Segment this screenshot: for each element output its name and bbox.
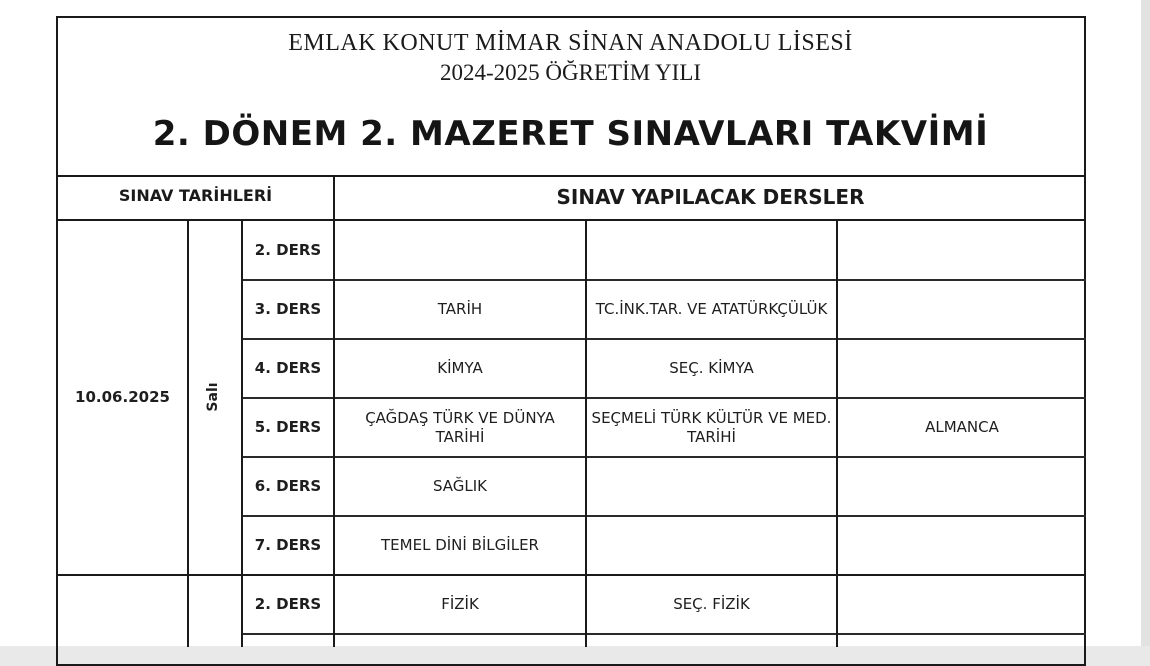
period-label: 6. DERS [254,477,322,495]
course-cell [587,221,836,279]
exam-weekday: Salı [205,382,221,412]
course-cell: ÇAĞDAŞ TÜRK VE DÜNYA TARİHİ [365,408,555,446]
course-cell [838,221,1086,279]
course-cell: SEÇ. KİMYA [669,359,754,377]
row-divider [243,633,1086,635]
title-divider [56,175,1086,177]
course-cell: SEÇ. FİZİK [673,595,750,613]
course-cell [838,281,1086,338]
course-cell: FİZİK [441,595,479,613]
course-cell [838,340,1086,397]
school-name: EMLAK KONUT MİMAR SİNAN ANADOLU LİSESİ [288,30,853,56]
course-cell: ALMANCA [925,418,999,436]
period-label: 7. DERS [254,536,322,554]
course-cell: TARİH [437,300,483,318]
header-exam-dates: SINAV TARİHLERİ [118,186,273,205]
academic-year: 2024-2025 ÖĞRETİM YILI [439,60,702,85]
period-label: 4. DERS [254,359,322,377]
course-cell [838,517,1086,574]
period-label: 2. DERS [254,595,322,613]
course-cell: SEÇMELİ TÜRK KÜLTÜR VE MED. TARİHİ [591,408,832,446]
course-cell: KİMYA [437,359,483,377]
course-cell [838,458,1086,515]
period-label: 3. DERS [254,300,322,318]
page-title: 2. DÖNEM 2. MAZERET SINAVLARI TAKVİMİ [152,114,989,154]
course-cell [838,576,1086,633]
course-cell: TEMEL DİNİ BİLGİLER [381,536,539,554]
header-exam-courses: SINAV YAPILACAK DERSLER [556,185,865,209]
course-cell [587,458,836,515]
exam-date: 10.06.2025 [75,388,170,406]
page-edge [1141,0,1150,646]
course-cell [335,221,585,279]
course-cell: SAĞLIK [432,477,488,495]
column-divider [187,221,189,647]
period-label: 2. DERS [254,240,322,259]
course-cell: TC.İNK.TAR. VE ATATÜRKÇÜLÜK [595,300,828,318]
period-label: 5. DERS [254,418,322,436]
course-cell [587,517,836,574]
